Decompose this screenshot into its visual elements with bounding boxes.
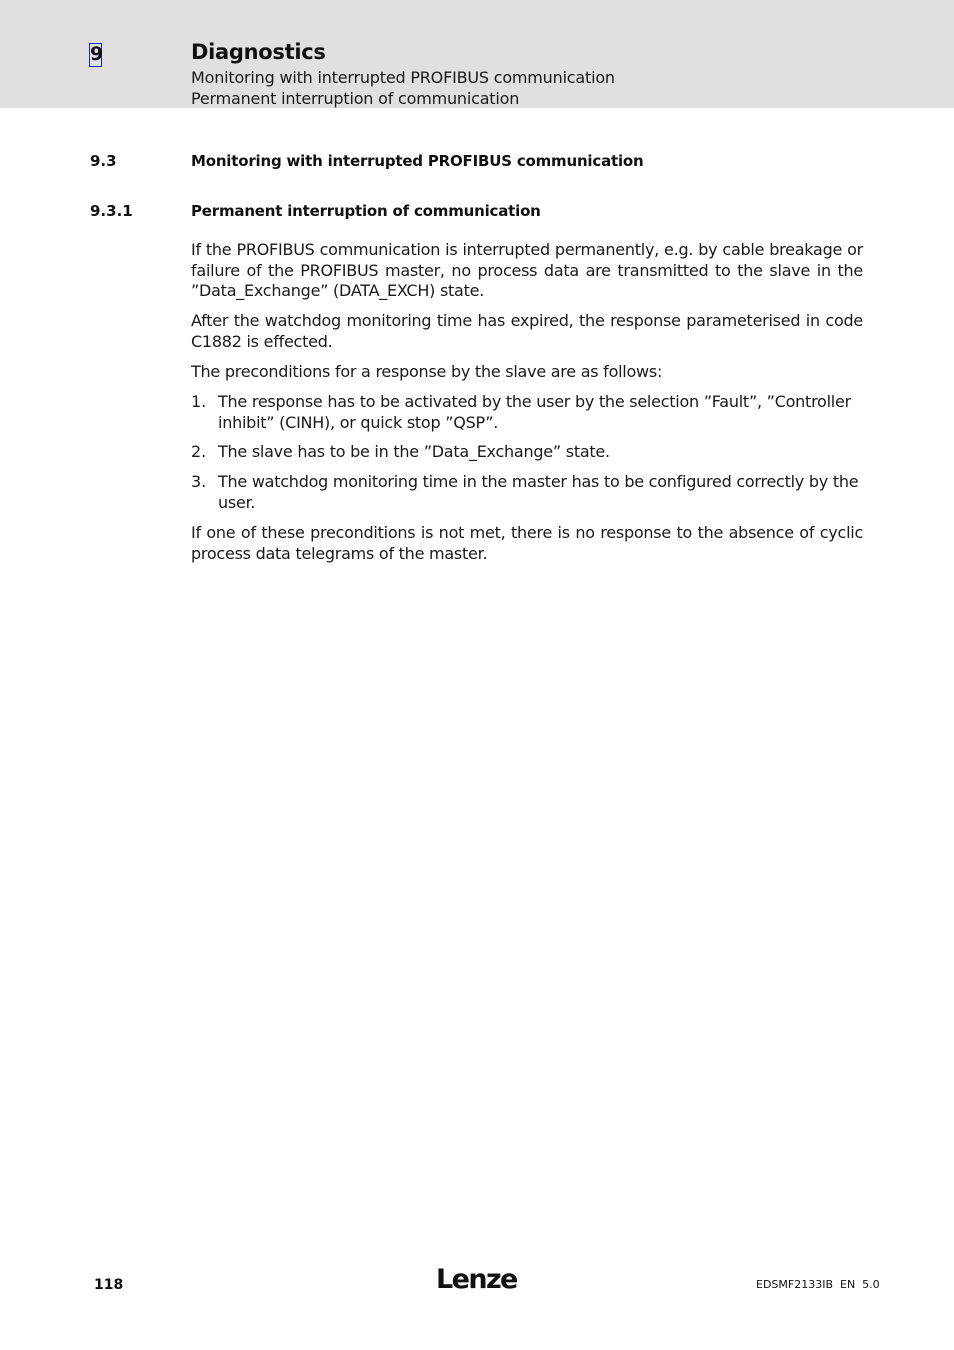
paragraph-watchdog: After the watchdog monitoring time has expired, the response parameterised in code C1882 is effected. bbox=[191, 311, 863, 351]
subsection-title: Permanent interruption of communication bbox=[191, 202, 541, 220]
subsection-number: 9.3.1 bbox=[90, 202, 133, 220]
section-title: Monitoring with interrupted PROFIBUS communication bbox=[191, 152, 644, 170]
paragraph-no-response: If one of these preconditions is not met, there is no response to the absence of cyclic process data telegrams of the master. bbox=[191, 523, 863, 563]
list-item-number: 2. bbox=[191, 442, 207, 461]
list-item-number: 3. bbox=[191, 472, 207, 491]
section-number: 9.3 bbox=[90, 152, 117, 170]
list-item-number: 1. bbox=[191, 392, 207, 411]
chapter-title: Diagnostics bbox=[191, 40, 326, 64]
list-item-text: The watchdog monitoring time in the master has to be configured correctly by the user. bbox=[218, 472, 859, 512]
paragraph-interruption: If the PROFIBUS communication is interrupted permanently, e.g. by cable breakage or failure of the PROFIBUS master, no process data are transmitted to the slave in the ”Data_Exchange” (DATA_EXCH) state. bbox=[191, 240, 863, 300]
list-item-text: The response has to be activated by the user by the selection ”Fault”, ”Controller inhibit” (CINH), or quick stop ”QSP”. bbox=[218, 392, 851, 432]
lenze-logo: Lenze bbox=[436, 1264, 517, 1295]
header-subtitle-subsection: Permanent interruption of communication bbox=[191, 89, 520, 108]
page-number: 118 bbox=[94, 1277, 124, 1293]
document-id: EDSMF2133IB EN 5.0 bbox=[756, 1278, 880, 1291]
chapter-number[interactable]: 9 bbox=[90, 43, 104, 65]
paragraph-preconditions: The preconditions for a response by the slave are as follows: bbox=[191, 362, 663, 381]
list-item-text: The slave has to be in the ”Data_Exchange” state. bbox=[218, 442, 610, 461]
header-subtitle-section: Monitoring with interrupted PROFIBUS communication bbox=[191, 68, 615, 87]
